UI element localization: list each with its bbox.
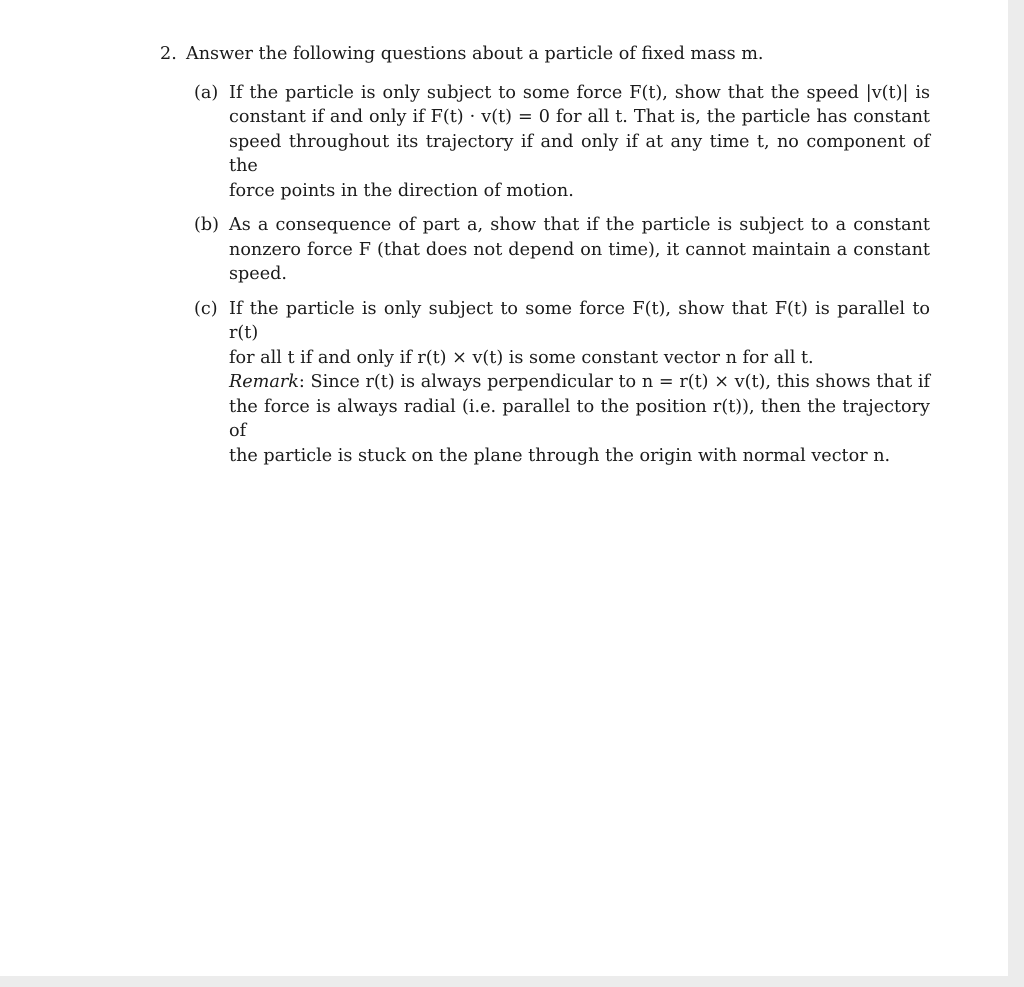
remark-text: : Since r(t) is always perpendicular to n = r(t) × v(t), this shows that if (298, 372, 930, 392)
part-a-label: (a) (194, 82, 219, 103)
problem-heading (160, 42, 930, 67)
part-b-label: (b) (194, 215, 219, 235)
part-b-line: speed. (229, 264, 287, 284)
part-a-line: force points in the direction of motion. (229, 180, 574, 201)
viewer-bottom-edge (0, 976, 1024, 987)
problem-heading-text: Answer the following questions about a particle of fixed mass m. (186, 44, 764, 64)
problem-number: 2. (160, 44, 177, 64)
part-c (160, 297, 930, 469)
part-b-line: As a consequence of part a, show that if the particle is subject to a constant (229, 215, 930, 235)
remark-label: Remark (229, 372, 299, 392)
viewer-scroll-edge (1008, 0, 1024, 987)
part-b (160, 213, 930, 287)
remark-line (229, 370, 930, 395)
part-a (160, 81, 930, 204)
part-c-line: for all t if and only if r(t) × v(t) is some constant vector n for all t. (229, 347, 814, 368)
part-b-line: nonzero force F (that does not depend on time), it cannot maintain a constant (229, 239, 930, 260)
part-a-line: constant if and only if F(t) · v(t) = 0 for all t. That is, the particle has constant (229, 107, 930, 127)
part-c-label: (c) (194, 298, 218, 319)
remark-line: the force is always radial (i.e. parallel to the position r(t)), then the trajectory of (229, 396, 930, 441)
remark-line: the particle is stuck on the plane through the origin with normal vector n. (229, 445, 891, 466)
problem-2 (160, 42, 930, 478)
part-c-line: If the particle is only subject to some force F(t), show that F(t) is parallel to r(t) (229, 298, 930, 343)
part-a-line: speed throughout its trajectory if and only if at any time t, no component of the (229, 131, 930, 176)
part-a-line: If the particle is only subject to some force F(t), show that the speed |v(t)| is (229, 82, 930, 103)
